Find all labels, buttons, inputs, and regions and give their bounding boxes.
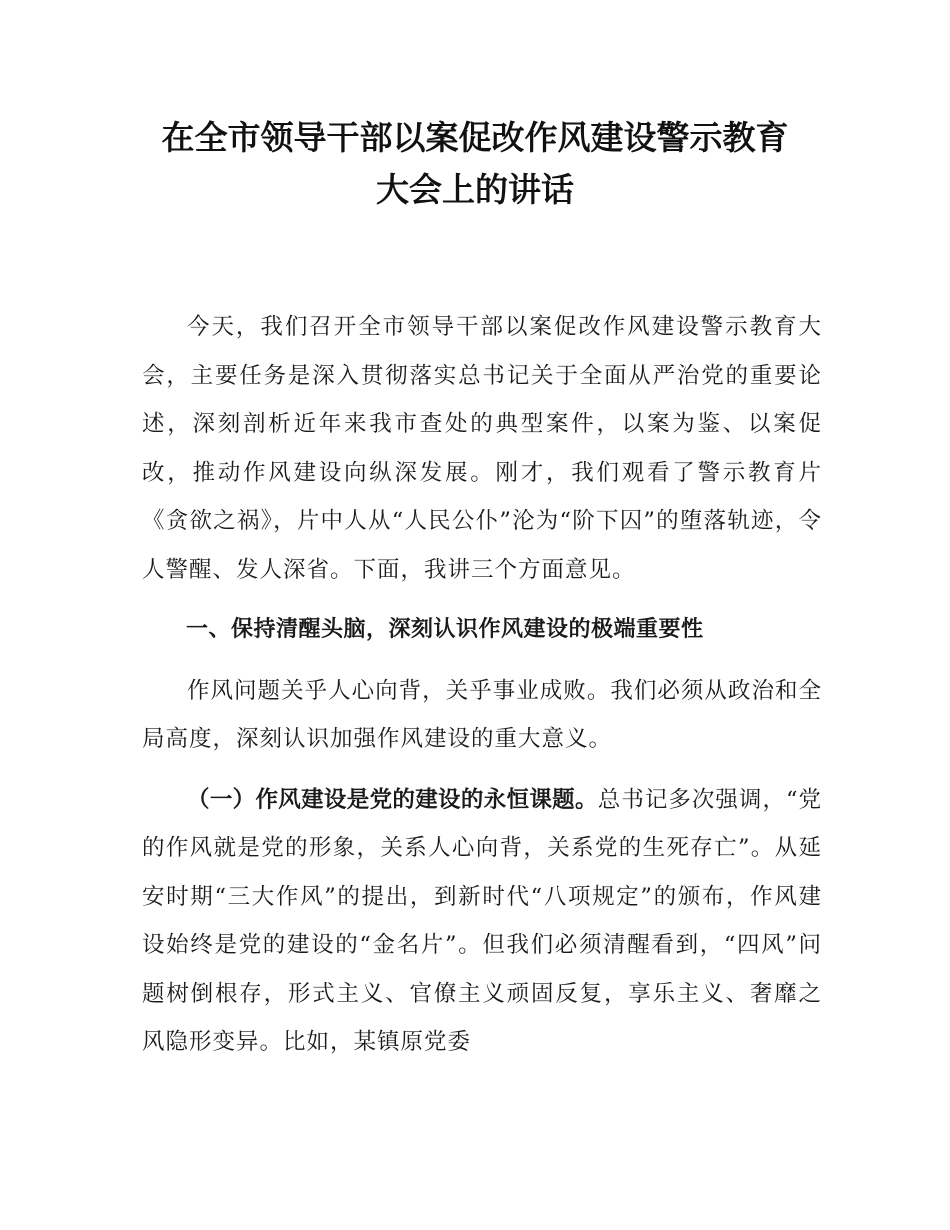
section-heading-1: 一、保持清醒头脑，深刻认识作风建设的极端重要性	[186, 617, 704, 642]
document-title	[120, 112, 830, 216]
spacer	[142, 655, 822, 667]
subsection-1-text: 总书记多次强调，“党的作风就是党的形象，关系人心向背，关系党的生死存亡”。从延安时期“三大作风”的提出，到新时代“八项规定”的颁布，作风建设始终是党的建设的“金名片”。但我们必须清醒看到，“四风”问题树倒根存，形式主义、官僚主义顽固反复，享乐主义、奢靡之风隐形变异。比如，某镇原党委	[142, 786, 822, 1055]
spacer	[142, 764, 822, 776]
subsection-1-paragraph	[142, 776, 822, 1067]
section-1-paragraph: 作风问题关乎人心向背，关乎事业成败。我们必须从政治和全局高度，深刻认识加强作风建设的重大意义。	[142, 677, 822, 752]
spacer	[142, 594, 822, 606]
document-body	[142, 303, 822, 1067]
subsection-1-lead: （一）作风建设是党的建设的永恒课题。	[187, 786, 598, 813]
title-line-2: 大会上的讲话	[376, 170, 574, 209]
intro-paragraph: 今天，我们召开全市领导干部以案促改作风建设警示教育大会，主要任务是深入贯彻落实总书记关于全面从严治党的重要论述，深刻剖析近年来我市查处的典型案件，以案为鉴、以案促改，推动作风建设向纵深发展。刚才，我们观看了警示教育片《贪欲之祸》，片中人从“人民公仆”沦为“阶下囚”的堕落轨迹，令人警醒、发人深省。下面，我讲三个方面意见。	[142, 314, 822, 583]
title-line-1: 在全市领导干部以案促改作风建设警示教育	[161, 118, 789, 157]
